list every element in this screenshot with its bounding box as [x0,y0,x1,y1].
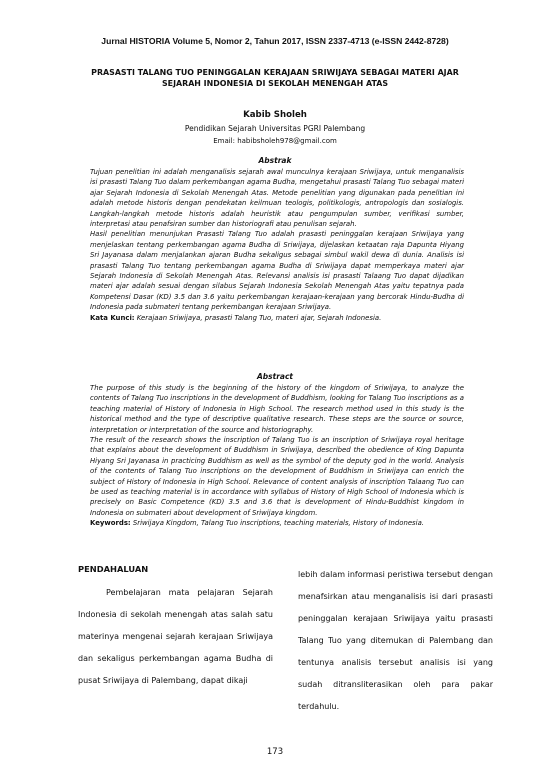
abstrak-paragraph: Tujuan penelitian ini adalah menganalisis sejarah awal munculnya kerajaan Sriwijaya, untuk menganalisis isi prasasti Talang Tuo dalam perkembangan agama Budha, mengetahui prasasti Talang Tuo sebagai materi ajar Sejarah Indonesia di Sekolah Menengah Atas. Metode penelitian yang digunakan pada penelitian ini adalah metode historis dengan pendekatan keilmuan teologis, politikologis, antropologis dan sosialogis. Langkah-langkah metode historis adalah heuristik atau pengumpulan sumber, verifikasi sumber, interpretasi atau penafsiran sumber dan historiografi atau penulisan sejarah. [90,168,464,229]
journal-header: Jurnal HISTORIA Volume 5, Nomor 2, Tahun 2017, ISSN 2337-4713 (e-ISSN 2442-8728) [101,36,449,46]
abstrak-body [90,167,464,323]
abstrak-paragraph: Hasil penelitian menunjukan Prasasti Talang Tuo adalah prasasti peninggalan kerajaan Sriwijaya yang menjelaskan tentang perkembangan agama Budha di Sriwijaya, dijelaskan ketaatan raja Dapunta Hiyang Sri Jayanasa dalam menjalankan ajaran Budha sekaligus sebagai simbul wakil dewa di dunia. Analisis isi prasasti Talang Tuo tentang perkembangan agama Budha di Sriwijaya dapat memperkaya materi ajar Sejarah Indonesia di Sekolah Menengah Atas. Relevansi analisis isi prasasti Talaang Tuo dapat dijadikan materi ajar adalah sesuai dengan silabus Sejarah Indonesia Sekolah Menengah Atas yaitu tepatnya pada Kompetensi Dasar (KD) 3.5 dan 3.6 yaitu perkembangan kerajaan-kerajaan yang bercorak Hindu-Budha di Indonesia pada submateri tentang perkembangan kerajaan Sriwijaya. [90,230,464,312]
body-column-right [298,562,493,718]
keywords-text: Sriwijaya Kingdom, Talang Tuo inscriptions, teaching materials, History of Indonesia. [130,519,424,528]
author-affiliation: Pendidikan Sejarah Universitas PGRI Palembang [184,124,366,133]
abstract-paragraph: The purpose of this study is the beginning of the history of the kingdom of Sriwijaya, to analyze the contents of Talang Tuo inscriptions in the development of Buddhism, looking for Talang Tuo inscriptions as a teaching material of History of Indonesia in High School. The research method used in this study is the historical method and the type of descriptive qualitative research. These steps are the source or source, interpretation or interpretation of the source and historiography. [90,384,464,434]
body-paragraph: lebih dalam informasi peristiwa tersebut dengan menafsirkan atau menganalisis isi dari prasasti peninggalan kerajaan Sriwijaya yaitu prasasti Talang Tuo yang ditemukan di Palembang dan tentunya analisis tersebut analisis isi yang sudah ditransliterasikan oleh para pakar terdahulu. [298,570,493,711]
page-number: 173 [266,747,284,757]
author-name: Kabib Sholeh [243,110,307,120]
body-paragraph: Pembelajaran mata pelajaran Sejarah Indonesia di sekolah menengah atas salah satu materinya mengenai sejarah kerajaan Sriwijaya dan sekaligus perkembangan agama Budha di pusat Sriwijaya di Palembang, dapat dikaji [78,588,273,685]
abstrak-keywords [90,313,464,323]
keywords-label: Keywords: [90,519,131,528]
abstract-keywords [90,518,464,528]
article-title [60,67,490,89]
abstrak-heading: Abstrak [258,156,292,165]
abstract-paragraph: The result of the research shows the inscription of Talang Tuo is an inscription of Sriwijaya royal heritage that explains about the development of Buddhism in Sriwijaya, described the obedience of King Dapunta Hiyang Sri Jayanasa in practicing Buddhism as well as the symbol of the deputy god in the world. Analysis of the contents of Talang Tuo inscriptions on the development of Buddhism in Sriwijaya can enrich the subject of History of Indonesia in High School. Relevance of content analysis of inscription Talaang Tuo can be used as teaching material is in accordance with syllabus of History of High School of Indonesia which is precisely on Basic Competence (KD) 3.5 and 3.6 that is development of Hindu-Buddhist kingdom in Indonesia on submateri about development of Sriwijaya kingdom. [90,436,464,517]
section-heading: PENDAHALUAN [78,564,149,574]
keywords-label: Kata Kunci: [90,313,135,322]
article-title-line: PRASASTI TALANG TUO PENINGGALAN KERAJAAN SRIWIJAYA SEBAGAI MATERI AJAR [91,68,459,77]
body-column-left [78,562,273,692]
abstract-heading: Abstract [256,372,293,381]
article-title-line: SEJARAH INDONESIA DI SEKOLAH MENENGAH ATAS [162,79,388,88]
abstract-body [90,383,464,529]
keywords-text: Kerajaan Sriwijaya, prasasti Talang Tuo, materi ajar, Sejarah Indonesia. [134,313,382,322]
author-email: Email: habibsholeh978@gmail.com [213,137,337,145]
